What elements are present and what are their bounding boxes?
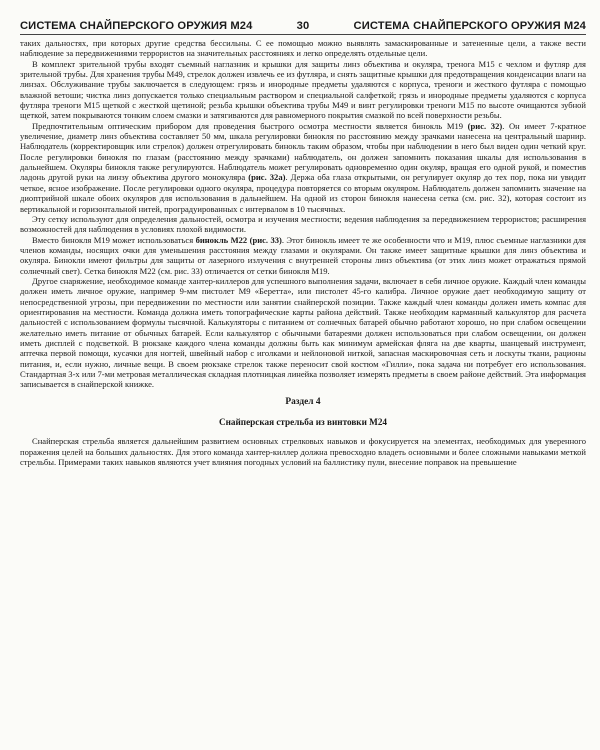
figure-ref-32a: (рис. 32а) <box>248 172 286 183</box>
paragraph-7: Снайперская стрельба является дальнейшим развитием основных стрелковых навыков и фокусируется на элементах, необходимых для уверенного поражения целей на больших дальностях. Для этого команда хантер-киллер должна превосходно владеть основными и более сложными навыками меткой стрельбы. Примерами таких навыков являются учет влияния погодных условий на баллистику пули, внесение поправок на превышение <box>20 436 586 468</box>
running-header <box>20 20 586 35</box>
paragraph-1: таких дальностях, при которых другие средства бессильны. С ее помощью можно выявлять замаскированные и затененные цели, а также вести наблюдение за передвижениями террористов на значительных расстояниях и легко определять отдельные цели. <box>20 38 586 59</box>
paragraph-3 <box>20 121 586 214</box>
paragraph-5-part-a: Вместо бинокля М19 может использоваться <box>32 234 196 245</box>
paragraph-5 <box>20 235 586 276</box>
paragraph-3-part-c: . Держа оба глаза открытыми, он регулирует окуляр до тех пор, пока ни увидит четкое, ясное изображение. После регулировки одного окуляра, процедура повторяется со вторым окуляром. Наблюдатель должен запомнить значение на диоптрийной шкале обоих окуляров для использования в дальнейшем. На одной из сторон бинокля нанесена сетка (см. рис. 32), которая состоит из вертикальной и горизонтальной нитей, проградуированных с интервалом в 10 тысячных. <box>20 172 586 214</box>
paragraph-2: В комплект зрительной трубы входят съемный наглазник и крышки для защиты линз объектива и окуляра, тренога М15 с чехлом и футляр для зрительной трубы. Для хранения трубы М49, стрелок должен извлечь ее из футляра, и снять защитные крышки для предотвращения конденсации влаги на линзах. Обслуживание трубы заключается в следующем: грязь и инородные предметы удаляются с корпуса, треноги и жесткого футляра с помощью влажной ветоши; чистка линз допускается только специальным раствором и специальной салфеткой; грязь и инородные предметы удаляются с корпуса футляра треноги М15 щеткой с жесткой щетиной; резьба крышки объектива трубы М49 и винт регулировки треноги М15 по высоте очищаются зубной щеткой, затем покрываются тонким слоем смазки и затягиваются для равномерного покрытия смазкой по всей поверхности резьбы. <box>20 58 586 121</box>
paragraph-6: Другое снаряжение, необходимое команде хантер-киллеров для успешного выполнения задачи, включает в себя личное оружие. Каждый член команды должен иметь личное оружие, например 9-мм пистолет М9 «Беретта», или пистолет 45-го калибра. Личное оружие дает необходимую защиту от непосредственной угрозы, при передвижении по местности или занятии снайперской позиции. Также каждый член команды должен иметь компас для ориентирования на местности. Команда должна иметь топографические карты района действий. Также необходим карманный калькулятор для расчета дальностей с использованием формулы тысячной. Калькуляторы с питанием от солнечных батарей обычно работают хорошо, но при слабом освещении желательно иметь питание от обычных батарей. Если калькулятор с обычными батареями должен использоваться при слабом освещении, он должен иметь дисплей с подсветкой. В рюкзаке каждого члена команды должны быть как минимум армейская фляга на две кварты, шанцевый инструмент, аптечка первой помощи, кусачки для ногтей, швейный набор с иголками и нейлоновой ниткой, запасная маскировочная сеть и лоскуты ткани, рационы питания, и, если нужно, личные вещи. В своем рюкзаке стрелок также переносит свой костюм «Гилли», пока задача ни потребует его использования. Стандартная 3-х или 7-ми метровая металлическая складная плотницкая линейка позволяет измерять предметы в своем районе действий. Эта информация записывается в снайперской книжке. <box>20 275 586 390</box>
figure-ref-32: (рис. 32) <box>467 120 503 131</box>
binocular-m22-ref: бинокль М22 (рис. 33) <box>195 234 282 245</box>
section-title: Снайперская стрельба из винтовки М24 <box>218 417 388 428</box>
paragraph-4: Эту сетку используют для определения дальностей, осмотра и изучения местности; ведения наблюдения за передвижением террористов; расширения возможностей для наблюдения в условиях плохой видимости. <box>20 213 586 235</box>
section-label: Раздел 4 <box>285 396 321 407</box>
paragraph-3-part-b: . Он имеет 7-кратное увеличение, диаметр линз объектива составляет 50 мм, шкала регулировки бинокля по расстоянию между зрачками нанесена на центральный шарнир. Наблюдатель (корректировщик или стрелок) должен отрегулировать бинокль таким образом, чтобы при наблюдении в него был виден один четкий круг. После регулировки бинокля по глазам (расстоянию между зрачками) наблюдатель, он должен запомнить показания шкалы для использования в дальнейшем. Окуляры бинокля также регулируются. Наблюдатель может регулировать одновременно один окуляр, вращая его одной рукой, и поместив ладонь другой руки на линзу объектива другого монокуляра <box>20 120 587 183</box>
body-text <box>20 38 586 467</box>
paragraph-3-part-a: Предпочтительным оптическим прибором для проведения быстрого осмотра местности является бинокль М19 <box>32 120 468 131</box>
header-right-title: СИСТЕМА СНАЙПЕРСКОГО ОРУЖИЯ М24 <box>353 20 586 32</box>
page-number: 30 <box>296 20 310 32</box>
paragraph-5-part-b: . Этот бинокль имеет те же особенности что и М19, плюс съемные наглазники для членов команды, носящих очки для уменьшения расстояния между глазами и окулярами. Он также имеет защитные крышки для линз объектива и окуляра. Бинокли имеют фильтры для защиты от лазерного излучения с внутренней стороны линз объектива (от этих линз может отражаться прямой солнечный свет). Сетка бинокля М22 (см. рис. 33) отличается от сетки бинокля М19. <box>20 234 586 276</box>
header-left-title: СИСТЕМА СНАЙПЕРСКОГО ОРУЖИЯ М24 <box>20 20 253 32</box>
